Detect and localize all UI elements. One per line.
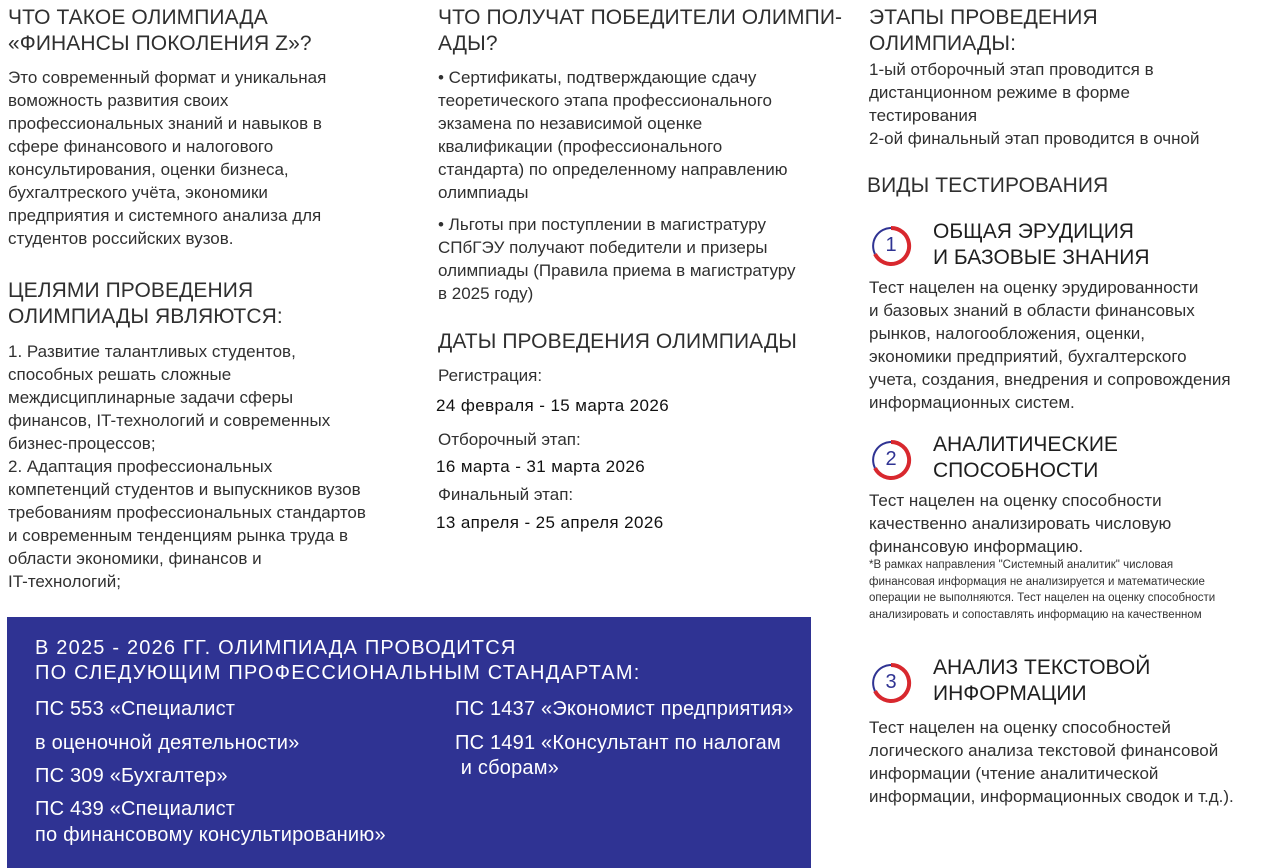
standards-panel [7, 617, 811, 868]
standard-item: ПС 553 «Специалист [35, 698, 236, 720]
test-2-title: АНАЛИТИЧЕСКИЕ СПОСОБНОСТИ [933, 433, 1118, 482]
winners-heading: ЧТО ПОЛУЧАТ ПОБЕДИТЕЛИ ОЛИМПИ- АДЫ? [438, 6, 843, 55]
registration-label: Регистрация: [438, 366, 543, 385]
stages-heading: ЭТАПЫ ПРОВЕДЕНИЯ ОЛИМПИАДЫ: [869, 6, 1098, 55]
what-is-heading: ЧТО ТАКОЕ ОЛИМПИАДА «ФИНАНСЫ ПОКОЛЕНИЯ Z»? [8, 6, 312, 55]
qualifying-dates: 16 марта - 31 марта 2026 [436, 457, 646, 476]
what-is-text: Это современный формат и уникальная воможность развития своих профессиональных знаний и навыков в сфере финансового и налогового консультирования, оценки бизнеса, бухгалтреского учёта, экономики предприятия и системного анализа для студентов российских вузов. [8, 68, 327, 248]
standard-item: ПС 439 «Специалист [35, 798, 236, 820]
stages-text: 1-ый отборочный этап проводится в дистанционном режиме в форме тестирования 2-ой финальный этап проводится в очной [869, 60, 1200, 148]
test-1-text: Тест нацелен на оценку эрудированности и базовых знаний в области финансовых рынков, налогообложения, оценки, экономики предприятий, бухгалтерского учета, создания, внедрения и сопровождения информационных систем. [869, 278, 1231, 412]
testing-heading: ВИДЫ ТЕСТИРОВАНИЯ [867, 174, 1109, 197]
standards-title: В 2025 - 2026 ГГ. ОЛИМПИАДА ПРОВОДИТСЯ ПО СЛЕДУЮЩИМ ПРОФЕССИОНАЛЬНЫМ СТАНДАРТАМ: [35, 637, 641, 684]
goals-heading: ЦЕЛЯМИ ПРОВЕДЕНИЯ ОЛИМПИАДЫ ЯВЛЯЮТСЯ: [8, 279, 283, 328]
test-1-number-badge [869, 224, 913, 268]
test-2-footnote: *В рамках направления "Системный аналитик" числовая финансовая информация не анализируется и математические операции не выполняются. Тест нацелен на оценку способности анализировать и сопоставлять информацию на качественном [869, 559, 1216, 621]
dates-heading: ДАТЫ ПРОВЕДЕНИЯ ОЛИМПИАДЫ [438, 330, 797, 353]
standard-item: ПС 309 «Бухгалтер» [35, 765, 228, 787]
winners-bullet-2: • Льготы при поступлении в магистратуру СПбГЭУ получают победители и призеры олимпиады (Правила приема в магистратуру в 2025 году) [438, 215, 796, 303]
goals-text: 1. Развитие талантливых студентов, способных решать сложные междисциплинарные задачи сферы финансов, IT-технологий и современных бизнес-процессов; 2. Адаптация профессиональных компетенций студентов и выпускников вузов требованиям профессиональных стандартов и современным тенденциям рынка труда в области экономики, финансов и IT-технологий; [8, 342, 366, 591]
standard-item: в оценочной деятельности» [35, 732, 300, 754]
qualifying-label: Отборочный этап: [438, 430, 581, 449]
final-label: Финальный этап: [438, 485, 574, 504]
test-3-text: Тест нацелен на оценку способностей логического анализа текстовой финансовой информации (чтение аналитической информации, информационных сводок и т.д.). [869, 718, 1234, 806]
final-dates: 13 апреля - 25 апреля 2026 [436, 513, 664, 532]
standard-item: и сборам» [455, 757, 559, 779]
test-1-title: ОБЩАЯ ЭРУДИЦИЯ И БАЗОВЫЕ ЗНАНИЯ [933, 220, 1150, 269]
standard-item: ПС 1491 «Консультант по налогам [455, 732, 781, 754]
registration-dates: 24 февраля - 15 марта 2026 [436, 396, 670, 415]
test-2-text: Тест нацелен на оценку способности качественно анализировать числовую финансовую информацию. [869, 491, 1172, 556]
test-3-number-badge [869, 661, 913, 705]
test-2-number-badge [869, 438, 913, 482]
winners-bullet-1: • Сертификаты, подтверждающие сдачу теоретического этапа профессионального экзамена по независимой оценке квалификации (профессионального стандарта) по определенному направлению олимпиады [438, 68, 788, 202]
test-1-number: 1 [885, 234, 897, 256]
test-3-title: АНАЛИЗ ТЕКСТОВОЙ ИНФОРМАЦИИ [933, 656, 1151, 705]
standard-item: по финансовому консультированию» [35, 824, 386, 846]
standard-item: ПС 1437 «Экономист предприятия» [455, 698, 794, 720]
test-2-number: 2 [885, 448, 897, 470]
test-3-number: 3 [885, 671, 897, 693]
